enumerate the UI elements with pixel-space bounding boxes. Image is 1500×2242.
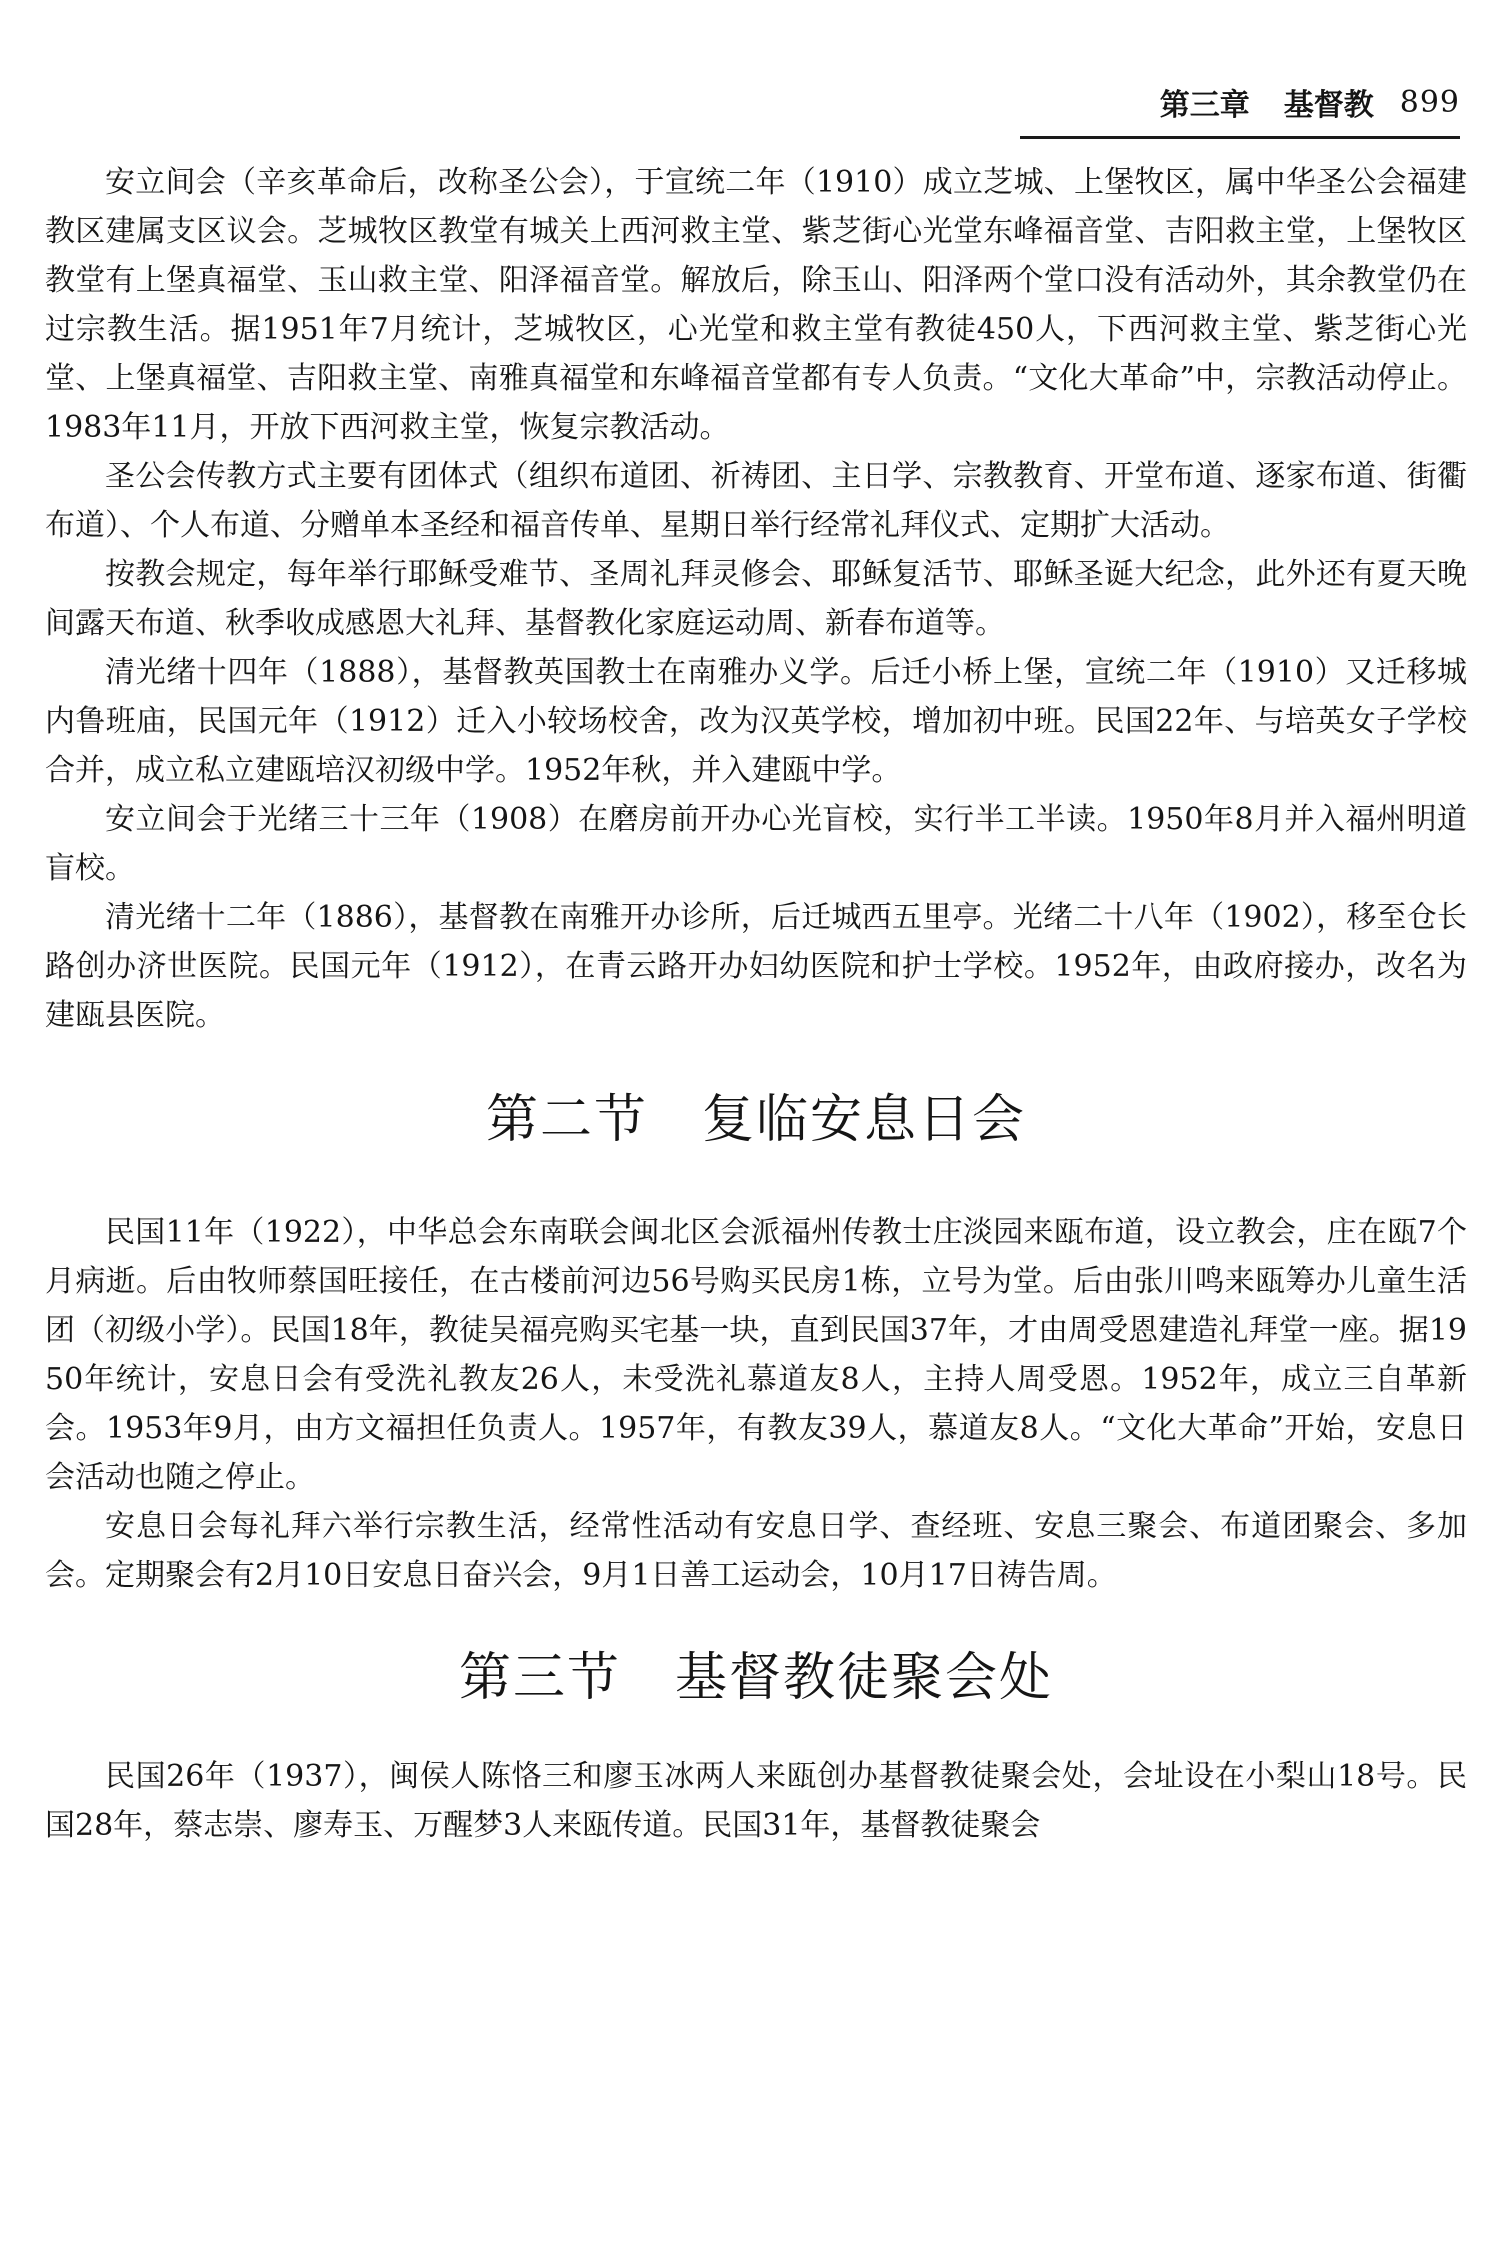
section-title: 第二节 复临安息日会 <box>485 1090 1026 1150</box>
header-rule <box>1020 136 1460 139</box>
running-header <box>1020 82 1460 122</box>
page-body <box>45 158 1467 1850</box>
paragraph: 安息日会每礼拜六举行宗教生活，经常性活动有安息日学、查经班、安息三聚会、布道团聚会、多加会。定期聚会有2月10日安息日奋兴会，9月1日善工运动会，10月17日祷告周。 <box>45 1509 1467 1593</box>
section-title: 第三节 基督教徒聚会处 <box>458 1648 1053 1708</box>
paragraph: 圣公会传教方式主要有团体式（组织布道团、祈祷团、主日学、宗教教育、开堂布道、逐家布道、街衢布道）、个人布道、分赠单本圣经和福音传单、星期日举行经常礼拜仪式、定期扩大活动。 <box>45 459 1467 543</box>
paragraph: 安立间会于光绪三十三年（1908）在磨房前开办心光盲校，实行半工半读。1950年8月并入福州明道盲校。 <box>45 802 1467 886</box>
paragraph: 清光绪十二年（1886），基督教在南雅开办诊所，后迁城西五里亭。光绪二十八年（1902），移至仓长路创办济世医院。民国元年（1912），在青云路开办妇幼医院和护士学校。1952年，由政府接办，改名为建瓯县医院。 <box>45 900 1467 1033</box>
page-number: 899 <box>1399 84 1460 120</box>
paragraph: 安立间会（辛亥革命后，改称圣公会），于宣统二年（1910）成立芝城、上堡牧区，属中华圣公会福建教区建属支区议会。芝城牧区教堂有城关上西河救主堂、紫芝街心光堂东峰福音堂、吉阳救主堂，上堡牧区教堂有上堡真福堂、玉山救主堂、阳泽福音堂。解放后，除玉山、阳泽两个堂口没有活动外，其余教堂仍在过宗教生活。据1951年7月统计，芝城牧区，心光堂和救主堂有教徒450人，下西河救主堂、紫芝街心光堂、上堡真福堂、吉阳救主堂、南雅真福堂和东峰福音堂都有专人负责。“文化大革命”中，宗教活动停止。1983年11月，开放下西河救主堂，恢复宗教活动。 <box>45 165 1467 445</box>
paragraph: 清光绪十四年（1888），基督教英国教士在南雅办义学。后迁小桥上堡，宣统二年（1910）又迁移城内鲁班庙，民国元年（1912）迁入小较场校舍，改为汉英学校，增加初中班。民国22年、与培英女子学校合并，成立私立建瓯培汉初级中学。1952年秋，并入建瓯中学。 <box>45 655 1467 788</box>
paragraph: 民国11年（1922），中华总会东南联会闽北区会派福州传教士庄淡园来瓯布道，设立教会，庄在瓯7个月病逝。后由牧师蔡国旺接任，在古楼前河边56号购买民房1栋，立号为堂。后由张川鸣来瓯筹办儿童生活团（初级小学）。民国18年，教徒吴福亮购买宅基一块，直到民国37年，才由周受恩建造礼拜堂一座。据1950年统计，安息日会有受洗礼教友26人，未受洗礼慕道友8人，主持人周受恩。1952年，成立三自革新会。1953年9月，由方文福担任负责人。1957年，有教友39人，慕道友8人。“文化大革命”开始，安息日会活动也随之停止。 <box>45 1215 1467 1495</box>
paragraph: 民国26年（1937），闽侯人陈恪三和廖玉冰两人来瓯创办基督教徒聚会处，会址设在小梨山18号。民国28年，蔡志崇、廖寿玉、万醒梦3人来瓯传道。民国31年，基督教徒聚会 <box>45 1759 1467 1843</box>
chapter-subject: 基督教 <box>1283 88 1374 123</box>
chapter-label: 第三章 <box>1159 88 1250 123</box>
paragraph: 按教会规定，每年举行耶稣受难节、圣周礼拜灵修会、耶稣复活节、耶稣圣诞大纪念，此外还有夏天晚间露天布道、秋季收成感恩大礼拜、基督教化家庭运动周、新春布道等。 <box>45 557 1467 641</box>
